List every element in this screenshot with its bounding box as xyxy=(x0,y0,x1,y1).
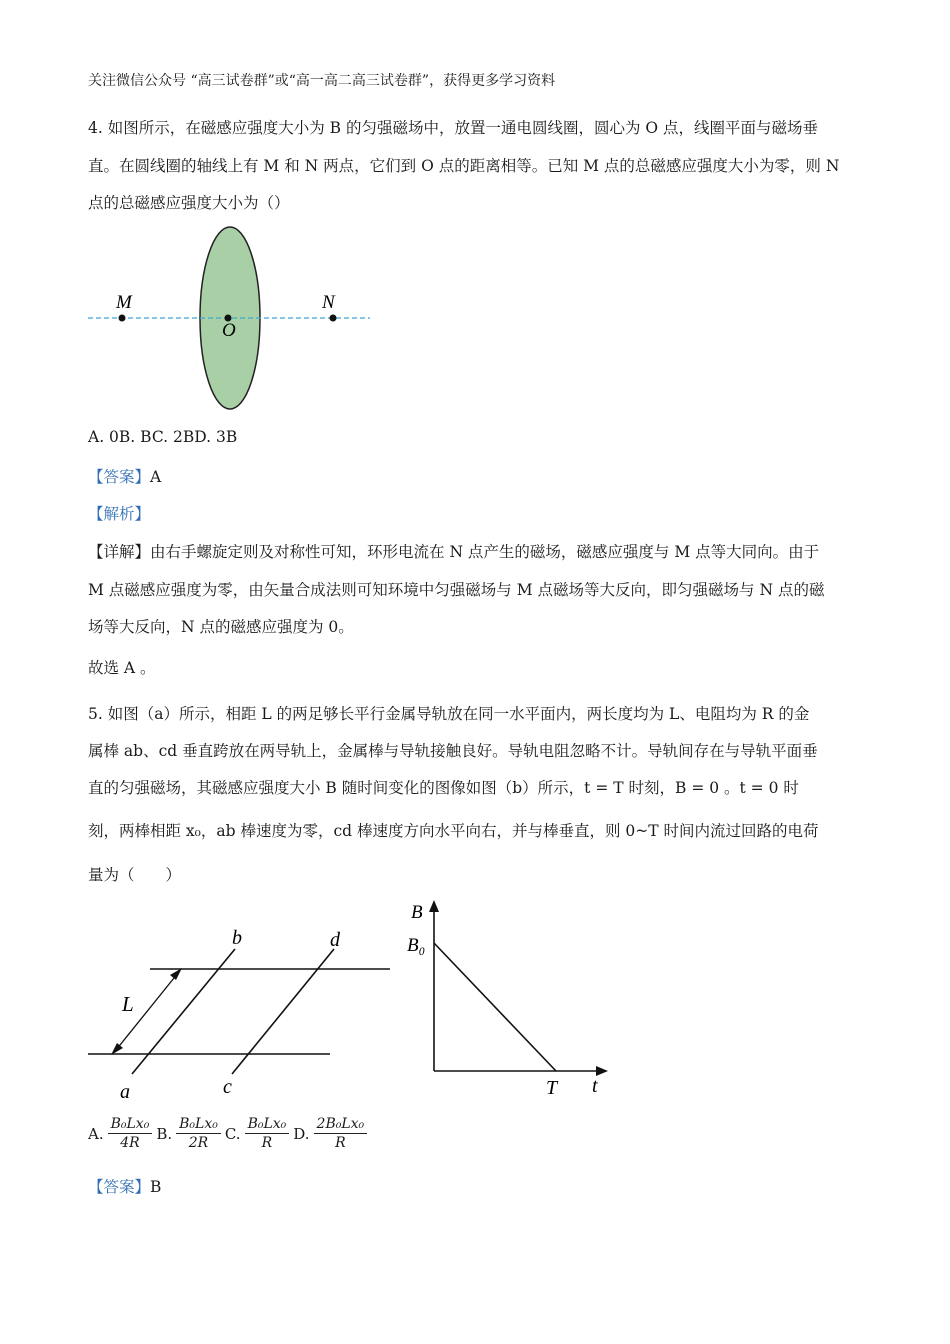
label-a: a xyxy=(120,1081,130,1103)
option-D-den: R xyxy=(335,1135,346,1151)
option-A-letter: A. xyxy=(88,1124,104,1143)
option-B-letter: B. xyxy=(156,1124,173,1143)
label-M: M xyxy=(116,292,132,313)
q5-text-line-1: 5. 如图（a）所示，相距 L 的两足够长平行金属导轨放在同一水平面内，两长度均为 L、电阻均为 R 的金 xyxy=(88,705,810,723)
q4-text-line-3: 点的总磁感应强度大小为（） xyxy=(88,194,290,212)
option-A-fraction xyxy=(108,1116,153,1151)
q4-analysis-tag: 【解析】 xyxy=(88,505,151,523)
axis-B: B xyxy=(411,902,423,923)
q5-text-line-3: 直的匀强磁场，其磁感应强度大小 B 随时间变化的图像如图（b）所示，t = T 时刻，B = 0 。t = 0 时 xyxy=(88,779,799,797)
answer-tag: 【答案】 xyxy=(88,468,151,486)
label-c: c xyxy=(223,1076,232,1098)
label-b: b xyxy=(232,927,242,949)
detail-tag: 【详解】 xyxy=(88,543,151,561)
q5-options xyxy=(88,1116,371,1151)
detail-text-1: 由右手螺旋定则及对称性可知，环形电流在 N 点产生的磁场，磁感应强度与 M 点等大同向。由于 xyxy=(150,543,820,561)
option-B-den: 2R xyxy=(188,1135,209,1151)
q4-text-line-2: 直。在圆线圈的轴线上有 M 和 N 两点，它们到 O 点的距离相等。已知 M 点的总磁感应强度大小为零，则 N xyxy=(88,157,840,175)
label-O: O xyxy=(222,320,236,341)
q4-detail-line-2: M 点磁感应强度为零，由矢量合成法则可知环境中匀强磁场与 M 点磁场等大反向，即匀强磁场与 N 点的磁 xyxy=(88,581,825,599)
q5-text-line-4: 刻，两棒相距 x₀，ab 棒速度为零，cd 棒速度方向水平向右，并与棒垂直，则 0~T 时间内流过回路的电荷 xyxy=(88,822,819,840)
answer-tag: 【答案】 xyxy=(88,1178,151,1196)
q4-text-line-1: 4. 如图所示，在磁感应强度大小为 B 的匀强磁场中，放置一通电圆线圈，圆心为 O 点，线圈平面与磁场垂 xyxy=(88,119,819,137)
option-C-num: B₀Lx₀ xyxy=(245,1116,290,1134)
option-B-num: B₀Lx₀ xyxy=(176,1116,221,1134)
tick-T: T xyxy=(546,1077,558,1099)
q4-detail-line-3: 场等大反向，N 点的磁感应强度为 0。 xyxy=(88,618,354,636)
option-A-num: B₀Lx₀ xyxy=(108,1116,153,1134)
option-D-fraction xyxy=(314,1116,368,1151)
option-B-fraction xyxy=(176,1116,221,1151)
label-N: N xyxy=(322,292,335,313)
option-A-den: 4R xyxy=(120,1135,140,1151)
tick-B0: B₀ xyxy=(407,935,426,956)
option-C-letter: C. xyxy=(224,1124,241,1143)
option-C-den: R xyxy=(261,1135,273,1151)
label-d: d xyxy=(330,929,340,951)
b-line xyxy=(434,943,556,1071)
q5-answer xyxy=(88,1175,161,1197)
y-axis-arrow xyxy=(429,900,439,912)
q4-options: A. 0B. BC. 2BD. 3B xyxy=(88,428,238,446)
q5-text-line-2: 属棒 ab、cd 垂直跨放在两导轨上，金属棒与导轨接触良好。导轨电阻忽略不计。导轨间存在与导轨平面垂 xyxy=(88,742,818,760)
option-C-fraction xyxy=(245,1116,290,1151)
q4-conclusion: 故选 A 。 xyxy=(88,659,156,677)
axis-t: t xyxy=(592,1075,598,1097)
answer-value: A xyxy=(150,468,162,486)
header-note: 关注微信公众号 “高三试卷群”或“高一高二高三试卷群”，获得更多学习资料 xyxy=(88,73,556,89)
x-axis-arrow xyxy=(596,1066,608,1076)
q5-text-line-5: 量为（ ） xyxy=(88,866,182,884)
option-D-letter: D. xyxy=(293,1124,310,1143)
label-L: L xyxy=(122,992,134,1016)
option-D-num: 2B₀Lx₀ xyxy=(314,1116,368,1134)
answer-value: B xyxy=(150,1178,162,1196)
